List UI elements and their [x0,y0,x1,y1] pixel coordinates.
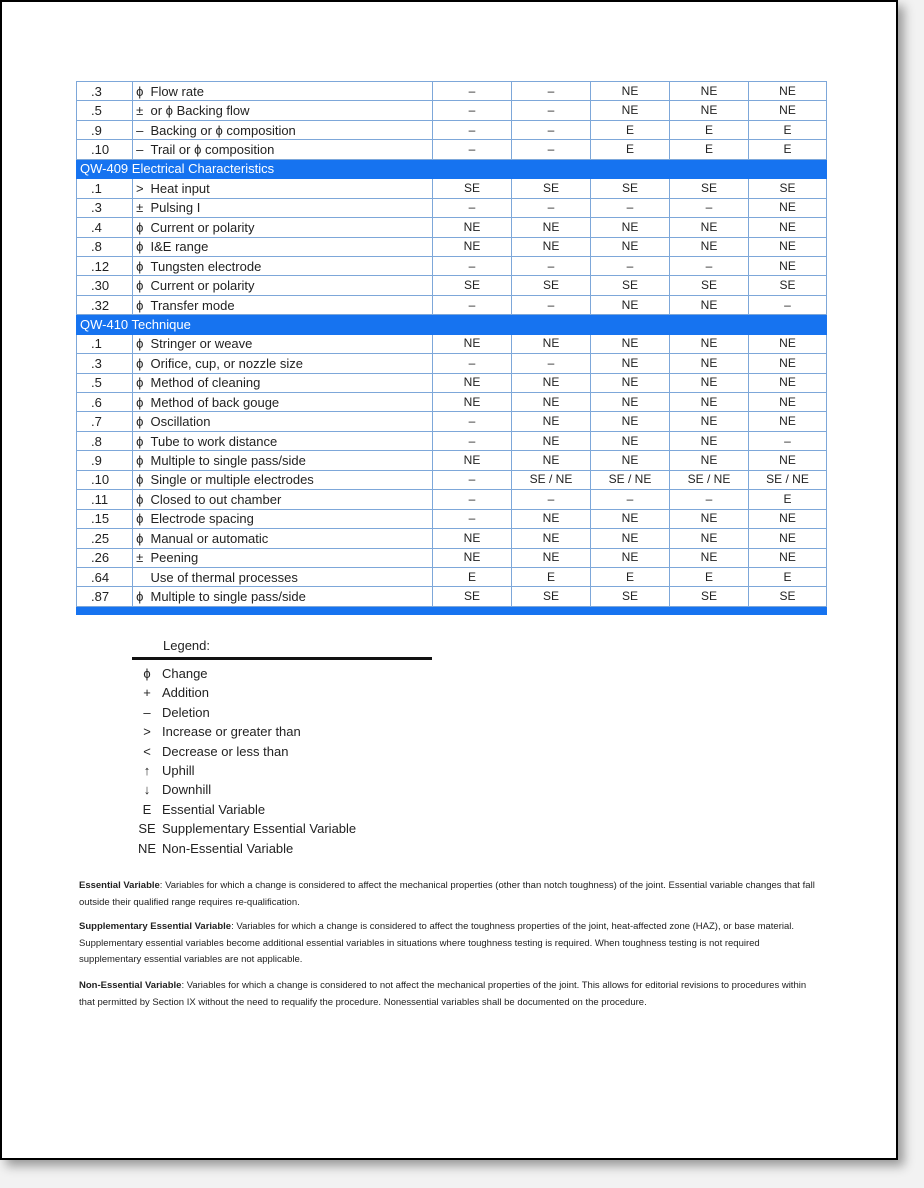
table-row [77,470,827,489]
legend-item [132,839,356,858]
variable-number: .6 [77,393,133,412]
variable-value: – [512,140,591,159]
variable-value: E [749,140,827,159]
variable-value: NE [433,451,512,470]
variable-value: – [433,490,512,509]
variable-value: SE [433,179,512,198]
variable-value: NE [591,451,670,470]
table-row [77,509,827,528]
variable-value: SE [512,179,591,198]
variable-value: SE [512,276,591,295]
table-row [77,295,827,314]
variable-value: NE [749,334,827,353]
table-row [77,393,827,412]
variable-description: Oscillation [147,412,433,431]
variable-value: – [512,198,591,217]
legend-label: Change [162,666,208,681]
variable-description: Peening [147,548,433,567]
variable-value: NE [591,237,670,256]
variable-value: NE [591,295,670,314]
variable-value: NE [749,198,827,217]
legend-symbol: ↑ [143,762,151,778]
variable-description: I&E range [147,237,433,256]
variable-value: – [512,82,591,101]
variable-value: – [591,490,670,509]
variable-value: – [433,198,512,217]
variable-value: NE [512,509,591,528]
variable-number: .3 [77,198,133,217]
variable-value: NE [670,237,749,256]
legend-symbol: > [143,724,151,740]
variable-value: NE [749,354,827,373]
variable-symbol: ± [133,101,147,120]
variable-value: NE [670,354,749,373]
variable-number: .10 [77,140,133,159]
variable-value: NE [749,529,827,548]
variable-symbol: ϕ [133,334,147,353]
legend-symbol: – [143,704,151,720]
variable-value: E [512,567,591,586]
variable-value: – [433,101,512,120]
legend-item [132,683,356,702]
variable-symbol: ϕ [133,218,147,237]
variable-symbol: > [133,179,147,198]
note-text: : Variables for which a change is considered to affect the mechanical properties (other than notch toughness) of the joint. Essential variable changes that fall outside their qualified range requires re-qualification. [79,880,815,908]
variable-number: .5 [77,373,133,392]
variable-value: – [512,295,591,314]
variable-value: NE [670,373,749,392]
variable-value: SE [591,276,670,295]
variable-value: NE [591,354,670,373]
variable-value: NE [749,373,827,392]
variable-value: NE [749,218,827,237]
legend-item [132,780,356,799]
table-row [77,198,827,217]
legend-label: Uphill [162,762,195,778]
variable-value: SE [670,587,749,606]
variable-symbol: ϕ [133,373,147,392]
table-row [77,548,827,567]
table-row [77,587,827,606]
legend-symbol: ϕ [143,666,151,681]
note-term: Essential Variable [79,880,160,891]
variable-value: NE [749,451,827,470]
supplementary-variable-note [79,919,819,969]
variable-value: SE [670,276,749,295]
variable-number: .3 [77,82,133,101]
variable-description: Pulsing I [147,198,433,217]
variable-value: SE [433,587,512,606]
variable-value: NE [749,101,827,120]
variable-description: Trail or ϕ composition [147,140,433,159]
variable-value: – [512,490,591,509]
variable-number: .9 [77,120,133,139]
variable-value: NE [512,412,591,431]
variable-value: NE [670,548,749,567]
variable-description: Multiple to single pass/side [147,587,433,606]
variable-number: .11 [77,490,133,509]
variable-value: – [749,295,827,314]
variable-value: E [670,120,749,139]
variable-value: NE [512,431,591,450]
legend-item [132,761,356,780]
variable-number: .26 [77,548,133,567]
variable-value: SE [433,276,512,295]
table-row [77,120,827,139]
variable-number: .4 [77,218,133,237]
variable-value: E [591,140,670,159]
variable-value: NE [591,548,670,567]
variable-value: NE [749,509,827,528]
variable-value: NE [670,334,749,353]
variable-symbol: ϕ [133,354,147,373]
variable-value: NE [749,412,827,431]
variable-description: Current or polarity [147,276,433,295]
legend-title: Legend: [163,638,210,653]
legend-label: Essential Variable [162,801,266,817]
variable-description: Tube to work distance [147,431,433,450]
legend-label: Non-Essential Variable [162,840,294,856]
note-text: : Variables for which a change is considered to not affect the mechanical properties of the joint. This allows for editorial revisions to procedures within that permitted by Section IX without the need to requalify the procedure. Nonessential variables shall be documented on the procedure. [79,980,807,1008]
variable-value: NE [433,393,512,412]
variable-value: NE [512,334,591,353]
legend-label: Supplementary Essential Variable [162,821,357,837]
legend-label: Downhill [162,782,212,798]
variable-symbol: – [133,120,147,139]
legend-symbol: SE [138,821,156,837]
variable-value: NE [512,548,591,567]
variable-value: SE / NE [512,470,591,489]
variable-value: SE [749,179,827,198]
variable-number: .15 [77,509,133,528]
variable-symbol: ± [133,198,147,217]
non-essential-variable-note [79,978,819,1011]
variable-symbol: ϕ [133,237,147,256]
variable-number: .1 [77,179,133,198]
variable-symbol: ± [133,548,147,567]
variables-table-body [77,82,827,615]
variable-value: SE [591,587,670,606]
variable-value: NE [591,373,670,392]
variable-value: NE [512,451,591,470]
variable-value: NE [749,237,827,256]
variable-symbol: ϕ [133,256,147,275]
variable-description: Electrode spacing [147,509,433,528]
variable-value: SE [591,179,670,198]
variable-value: – [591,198,670,217]
section-title: QW-409 Electrical Characteristics [77,159,827,178]
variable-value: NE [512,373,591,392]
table-row [77,82,827,101]
legend-symbol: + [143,685,151,701]
table-row [77,373,827,392]
variable-symbol: ϕ [133,490,147,509]
variable-number: .1 [77,334,133,353]
legend-symbol: NE [137,840,157,856]
variable-value: NE [591,334,670,353]
legend-symbol: E [142,801,152,817]
variable-number: .8 [77,237,133,256]
variable-value: NE [512,529,591,548]
variable-description: Use of thermal processes [147,567,433,586]
variable-value: NE [512,237,591,256]
variable-value: E [670,140,749,159]
variable-value: – [433,509,512,528]
variable-symbol: ϕ [133,295,147,314]
section-title: QW-410 Technique [77,315,827,334]
legend-item [132,800,356,819]
note-term: Non-Essential Variable [79,980,182,991]
variable-value: SE / NE [591,470,670,489]
variable-value: SE / NE [749,470,827,489]
variable-number: .87 [77,587,133,606]
variable-value: – [591,256,670,275]
variable-symbol: ϕ [133,587,147,606]
variable-number: .5 [77,101,133,120]
variable-value: NE [670,393,749,412]
legend-label: Decrease or less than [162,743,289,759]
variable-value: NE [670,431,749,450]
variable-value: – [433,354,512,373]
variable-description: Orifice, cup, or nozzle size [147,354,433,373]
variable-symbol: ϕ [133,393,147,412]
variable-value: NE [749,548,827,567]
variable-value: – [433,470,512,489]
variable-value: – [670,256,749,275]
variable-value: NE [591,412,670,431]
variable-number: .64 [77,567,133,586]
variable-value: NE [670,82,749,101]
variable-description: Manual or automatic [147,529,433,548]
variable-value: E [749,567,827,586]
variable-value: E [749,120,827,139]
table-row [77,354,827,373]
variable-number: .9 [77,451,133,470]
variable-symbol: ϕ [133,509,147,528]
variable-value: – [433,412,512,431]
variable-symbol: ϕ [133,529,147,548]
table-row [77,256,827,275]
variable-value: – [433,256,512,275]
table-row [77,179,827,198]
variable-value: NE [749,82,827,101]
variable-value: NE [670,218,749,237]
variable-value: SE [512,587,591,606]
variable-value: NE [591,509,670,528]
variable-value: NE [749,393,827,412]
variable-value: – [433,431,512,450]
variable-value: NE [591,529,670,548]
variable-number: .25 [77,529,133,548]
table-row [77,490,827,509]
legend-label: Deletion [162,704,210,720]
table-footer-cell [77,606,827,614]
variable-number: .30 [77,276,133,295]
table-row [77,431,827,450]
variable-value: – [512,120,591,139]
variable-symbol: ϕ [133,412,147,431]
variable-value: – [433,140,512,159]
variable-value: NE [670,529,749,548]
variable-symbol: ϕ [133,451,147,470]
variable-value: – [670,198,749,217]
legend-label: Addition [162,685,209,701]
legend-item [132,819,356,838]
variable-description: Multiple to single pass/side [147,451,433,470]
variable-value: – [433,295,512,314]
legend-list [132,664,356,858]
variable-symbol: ϕ [133,431,147,450]
legend-symbol: ↓ [143,782,151,798]
section-header-row [77,159,827,178]
variable-description: Current or polarity [147,218,433,237]
variable-value: SE / NE [670,470,749,489]
table-row [77,237,827,256]
variable-value: NE [433,218,512,237]
variable-description: Stringer or weave [147,334,433,353]
variable-value: SE [670,179,749,198]
variable-description: Backing or ϕ composition [147,120,433,139]
table-row [77,140,827,159]
variable-value: NE [670,412,749,431]
note-text: : Variables for which a change is considered to affect the toughness properties of the joint, heat-affected zone (HAZ), or base material. Supplementary essential variables become additional essential variables in situations where toughness testing is required. When toughness testing is not required supplementary essential variables are not applicable. [79,921,795,965]
variable-number: .32 [77,295,133,314]
variable-value: NE [433,548,512,567]
variable-value: E [591,120,670,139]
table-row [77,412,827,431]
variable-value: E [433,567,512,586]
variable-number: .10 [77,470,133,489]
variable-value: NE [749,256,827,275]
variable-value: – [512,256,591,275]
section-header-row [77,315,827,334]
variable-value: NE [670,451,749,470]
variable-value: E [591,567,670,586]
variable-value: NE [433,529,512,548]
variable-description: Transfer mode [147,295,433,314]
table-row [77,529,827,548]
variable-description: Method of cleaning [147,373,433,392]
variable-description: Heat input [147,179,433,198]
variable-value: E [670,567,749,586]
variable-value: – [749,431,827,450]
variable-value: SE [749,276,827,295]
variable-value: NE [433,373,512,392]
variable-value: – [670,490,749,509]
table-row [77,276,827,295]
variable-symbol [133,567,147,586]
table-row [77,451,827,470]
variable-value: NE [433,237,512,256]
essential-variable-note [79,878,819,911]
variable-description: Flow rate [147,82,433,101]
variable-value: – [433,82,512,101]
table-row [77,334,827,353]
table-row [77,567,827,586]
variable-description: Method of back gouge [147,393,433,412]
variable-value: NE [670,295,749,314]
variable-number: .12 [77,256,133,275]
legend-item [132,722,356,741]
variable-description: Closed to out chamber [147,490,433,509]
variable-description: or ϕ Backing flow [147,101,433,120]
legend-divider [132,657,432,660]
legend-item [132,703,356,722]
table-row [77,101,827,120]
variable-value: NE [512,218,591,237]
legend-label: Increase or greater than [162,724,301,740]
table-footer-bar [77,606,827,614]
variable-value: NE [512,393,591,412]
variable-value: NE [433,334,512,353]
variable-value: – [512,101,591,120]
variable-value: – [512,354,591,373]
variable-description: Single or multiple electrodes [147,470,433,489]
variable-number: .8 [77,431,133,450]
legend-symbol: < [143,743,151,759]
variable-symbol: ϕ [133,276,147,295]
variable-symbol: ϕ [133,470,147,489]
legend-item [132,742,356,761]
variable-value: – [433,120,512,139]
variable-value: SE [749,587,827,606]
variable-value: E [749,490,827,509]
variable-value: NE [591,82,670,101]
note-term: Supplementary Essential Variable [79,921,232,932]
table-row [77,218,827,237]
variable-symbol: ϕ [133,82,147,101]
variable-number: .3 [77,354,133,373]
legend-item [132,664,356,683]
variable-description: Tungsten electrode [147,256,433,275]
variable-value: NE [670,101,749,120]
variable-value: NE [670,509,749,528]
variable-symbol: – [133,140,147,159]
variables-table [76,81,827,615]
variable-value: NE [591,101,670,120]
variable-value: NE [591,431,670,450]
variable-number: .7 [77,412,133,431]
variable-value: NE [591,393,670,412]
variable-value: NE [591,218,670,237]
